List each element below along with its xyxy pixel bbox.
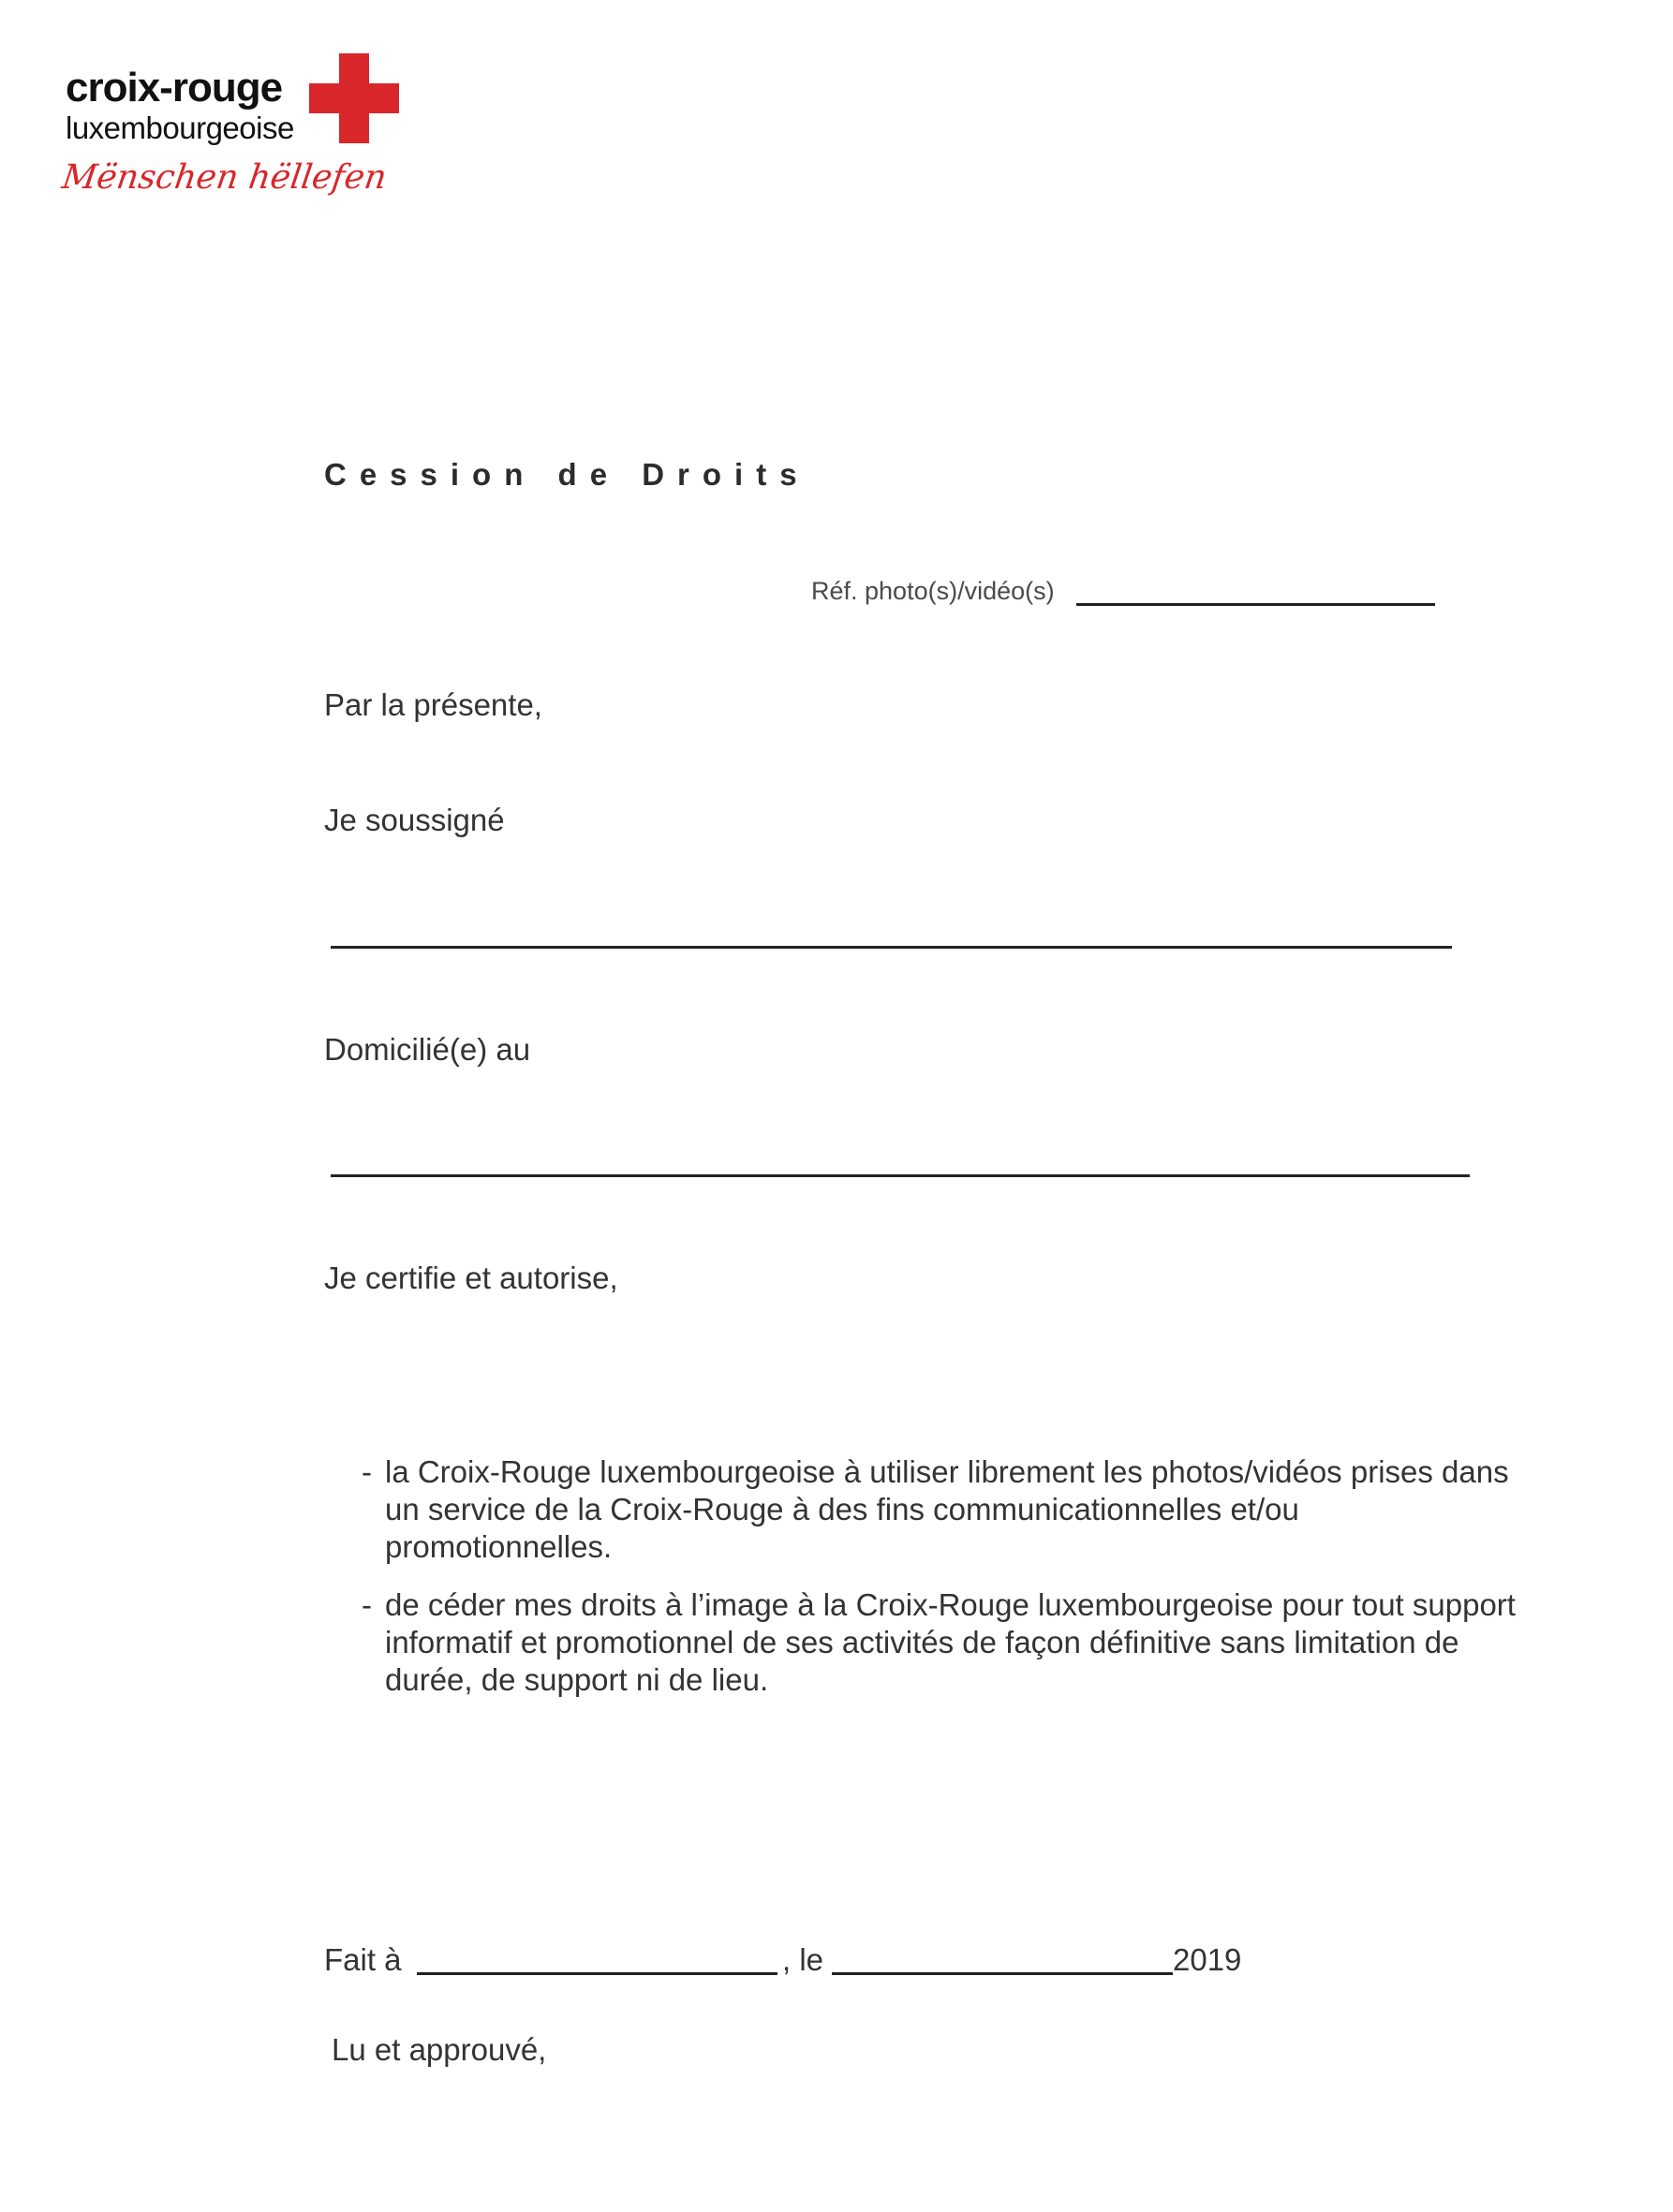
certify-label: Je certifie et autorise, xyxy=(324,1261,618,1295)
logo-name-line2: luxembourgeoise xyxy=(66,111,294,145)
soussigne-label: Je soussigné xyxy=(324,803,505,837)
list-dash: - xyxy=(362,1587,372,1622)
name-fill-line xyxy=(331,946,1452,949)
clause-text: de céder mes droits à l’image à la Croix-Rouge luxembourgeoise pour tout support informatif et promotionnel de ses activités de façon définitive sans limitation de durée, de support ni de lieu. xyxy=(385,1587,1516,1697)
approval-text: Lu et approuvé, xyxy=(332,2032,547,2067)
domicile-label: Domicilié(e) au xyxy=(324,1032,531,1067)
red-cross-icon xyxy=(309,53,399,143)
logo-name-line1: croix-rouge xyxy=(66,65,283,111)
address-fill-line xyxy=(331,1174,1470,1177)
year-text: 2019 xyxy=(1173,1942,1242,1977)
ref-label: Réf. photo(s)/vidéo(s) xyxy=(811,577,1055,605)
date-fill-line xyxy=(832,1972,1173,1975)
clause-text: la Croix-Rouge luxembourgeoise à utiliser librement les photos/vidéos prises dans un service de la Croix-Rouge à des fins communicationnelles et/ou promotionnelles. xyxy=(385,1454,1509,1564)
place-fill-line xyxy=(417,1972,777,1975)
le-label: , le xyxy=(782,1942,824,1977)
fait-label: Fait à xyxy=(324,1942,402,1977)
list-item xyxy=(362,1586,1523,1699)
clauses-list xyxy=(362,1453,1523,1719)
list-dash: - xyxy=(362,1454,372,1489)
ref-fill-line xyxy=(1076,603,1435,606)
intro-text: Par la présente, xyxy=(324,687,542,722)
list-item xyxy=(362,1453,1523,1566)
document-title: Cession de Droits xyxy=(324,457,810,492)
logo-tagline: Mënschen hëllefen xyxy=(59,158,390,197)
